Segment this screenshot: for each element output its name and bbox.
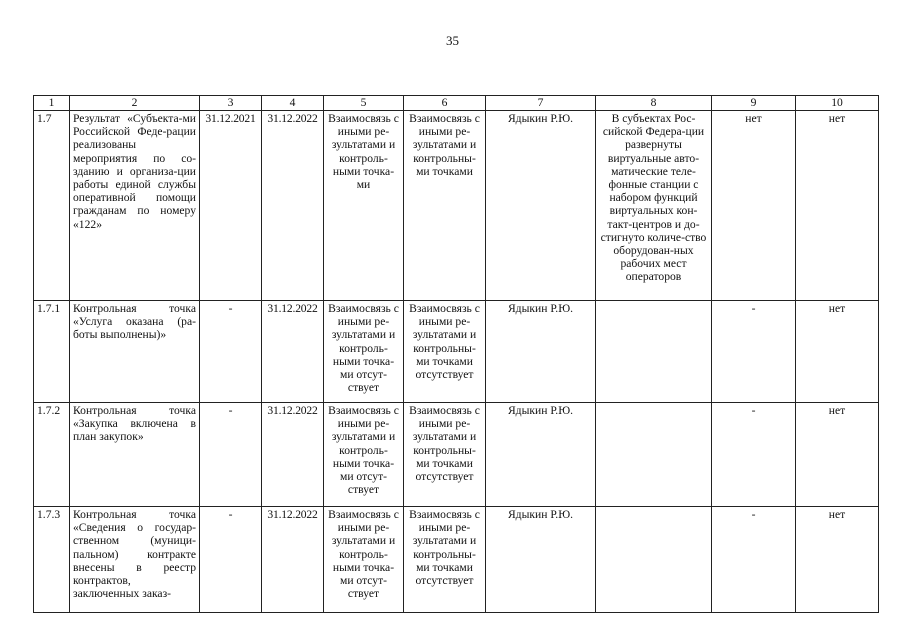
row-col10: нет bbox=[796, 403, 879, 507]
row-col10: нет bbox=[796, 507, 879, 613]
row-col9: - bbox=[712, 507, 796, 613]
row-link-results: Взаимосвязь с иными ре-зультатами и контроль-ными точка-ми отсут-ствует bbox=[324, 403, 404, 507]
row-responsible: Ядыкин Р.Ю. bbox=[486, 111, 596, 301]
row-link-points: Взаимосвязь с иными ре-зультатами и контрольны-ми точками отсутствует bbox=[404, 507, 486, 613]
table-row bbox=[34, 403, 879, 507]
row-description bbox=[596, 301, 712, 403]
row-col10: нет bbox=[796, 301, 879, 403]
row-end-date: 31.12.2022 bbox=[262, 301, 324, 403]
row-name: Контрольная точка «Услуга оказана (ра-боты выполнены)» bbox=[70, 301, 200, 403]
column-number: 2 bbox=[70, 96, 200, 111]
row-id: 1.7.2 bbox=[34, 403, 70, 507]
column-number: 9 bbox=[712, 96, 796, 111]
row-col9: нет bbox=[712, 111, 796, 301]
row-link-points: Взаимосвязь с иными ре-зультатами и контрольны-ми точками отсутствует bbox=[404, 301, 486, 403]
page-number: 35 bbox=[446, 33, 459, 48]
row-description bbox=[596, 403, 712, 507]
column-number: 3 bbox=[200, 96, 262, 111]
row-start-date: - bbox=[200, 507, 262, 613]
row-responsible: Ядыкин Р.Ю. bbox=[486, 507, 596, 613]
table-row bbox=[34, 301, 879, 403]
column-number: 5 bbox=[324, 96, 404, 111]
row-responsible: Ядыкин Р.Ю. bbox=[486, 403, 596, 507]
column-number: 7 bbox=[486, 96, 596, 111]
row-link-results: Взаимосвязь с иными ре-зультатами и контроль-ными точка-ми отсут-ствует bbox=[324, 507, 404, 613]
row-link-results: Взаимосвязь с иными ре-зультатами и контроль-ными точка-ми отсут-ствует bbox=[324, 301, 404, 403]
row-description bbox=[596, 507, 712, 613]
row-id: 1.7.3 bbox=[34, 507, 70, 613]
column-number: 8 bbox=[596, 96, 712, 111]
table-row bbox=[34, 507, 879, 613]
row-link-results: Взаимосвязь с иными ре-зультатами и контроль-ными точка-ми bbox=[324, 111, 404, 301]
row-col9: - bbox=[712, 301, 796, 403]
row-responsible: Ядыкин Р.Ю. bbox=[486, 301, 596, 403]
row-id: 1.7.1 bbox=[34, 301, 70, 403]
row-id: 1.7 bbox=[34, 111, 70, 301]
row-end-date: 31.12.2022 bbox=[262, 403, 324, 507]
row-start-date: 31.12.2021 bbox=[200, 111, 262, 301]
row-link-points: Взаимосвязь с иными ре-зультатами и контрольны-ми точками bbox=[404, 111, 486, 301]
column-number: 1 bbox=[34, 96, 70, 111]
column-number: 4 bbox=[262, 96, 324, 111]
row-name: Контрольная точка «Закупка включена в план закупок» bbox=[70, 403, 200, 507]
row-name: Результат «Субъекта-ми Российской Феде-рации реализованы мероприятия по со-зданию и организа-ции работы единой службы оперативной помощи гражданам по номеру «122» bbox=[70, 111, 200, 301]
plan-table bbox=[33, 95, 879, 613]
row-col9: - bbox=[712, 403, 796, 507]
row-description: В субъектах Рос-сийской Федера-ции развернуты виртуальные авто-матические теле-фонные станции с набором функций виртуальных кон-такт-центров и до-стигнуто количе-ство оборудован-ных рабочих мест операторов bbox=[596, 111, 712, 301]
table-row bbox=[34, 111, 879, 301]
row-end-date: 31.12.2022 bbox=[262, 111, 324, 301]
row-col10: нет bbox=[796, 111, 879, 301]
column-number-header bbox=[34, 96, 879, 111]
row-link-points: Взаимосвязь с иными ре-зультатами и контрольны-ми точками отсутствует bbox=[404, 403, 486, 507]
column-number: 6 bbox=[404, 96, 486, 111]
row-end-date: 31.12.2022 bbox=[262, 507, 324, 613]
row-name: Контрольная точка «Сведения о государ-ственном (муници-пальном) контракте внесены в реестр контрактов, заключенных заказ- bbox=[70, 507, 200, 613]
row-start-date: - bbox=[200, 301, 262, 403]
row-start-date: - bbox=[200, 403, 262, 507]
column-number: 10 bbox=[796, 96, 879, 111]
